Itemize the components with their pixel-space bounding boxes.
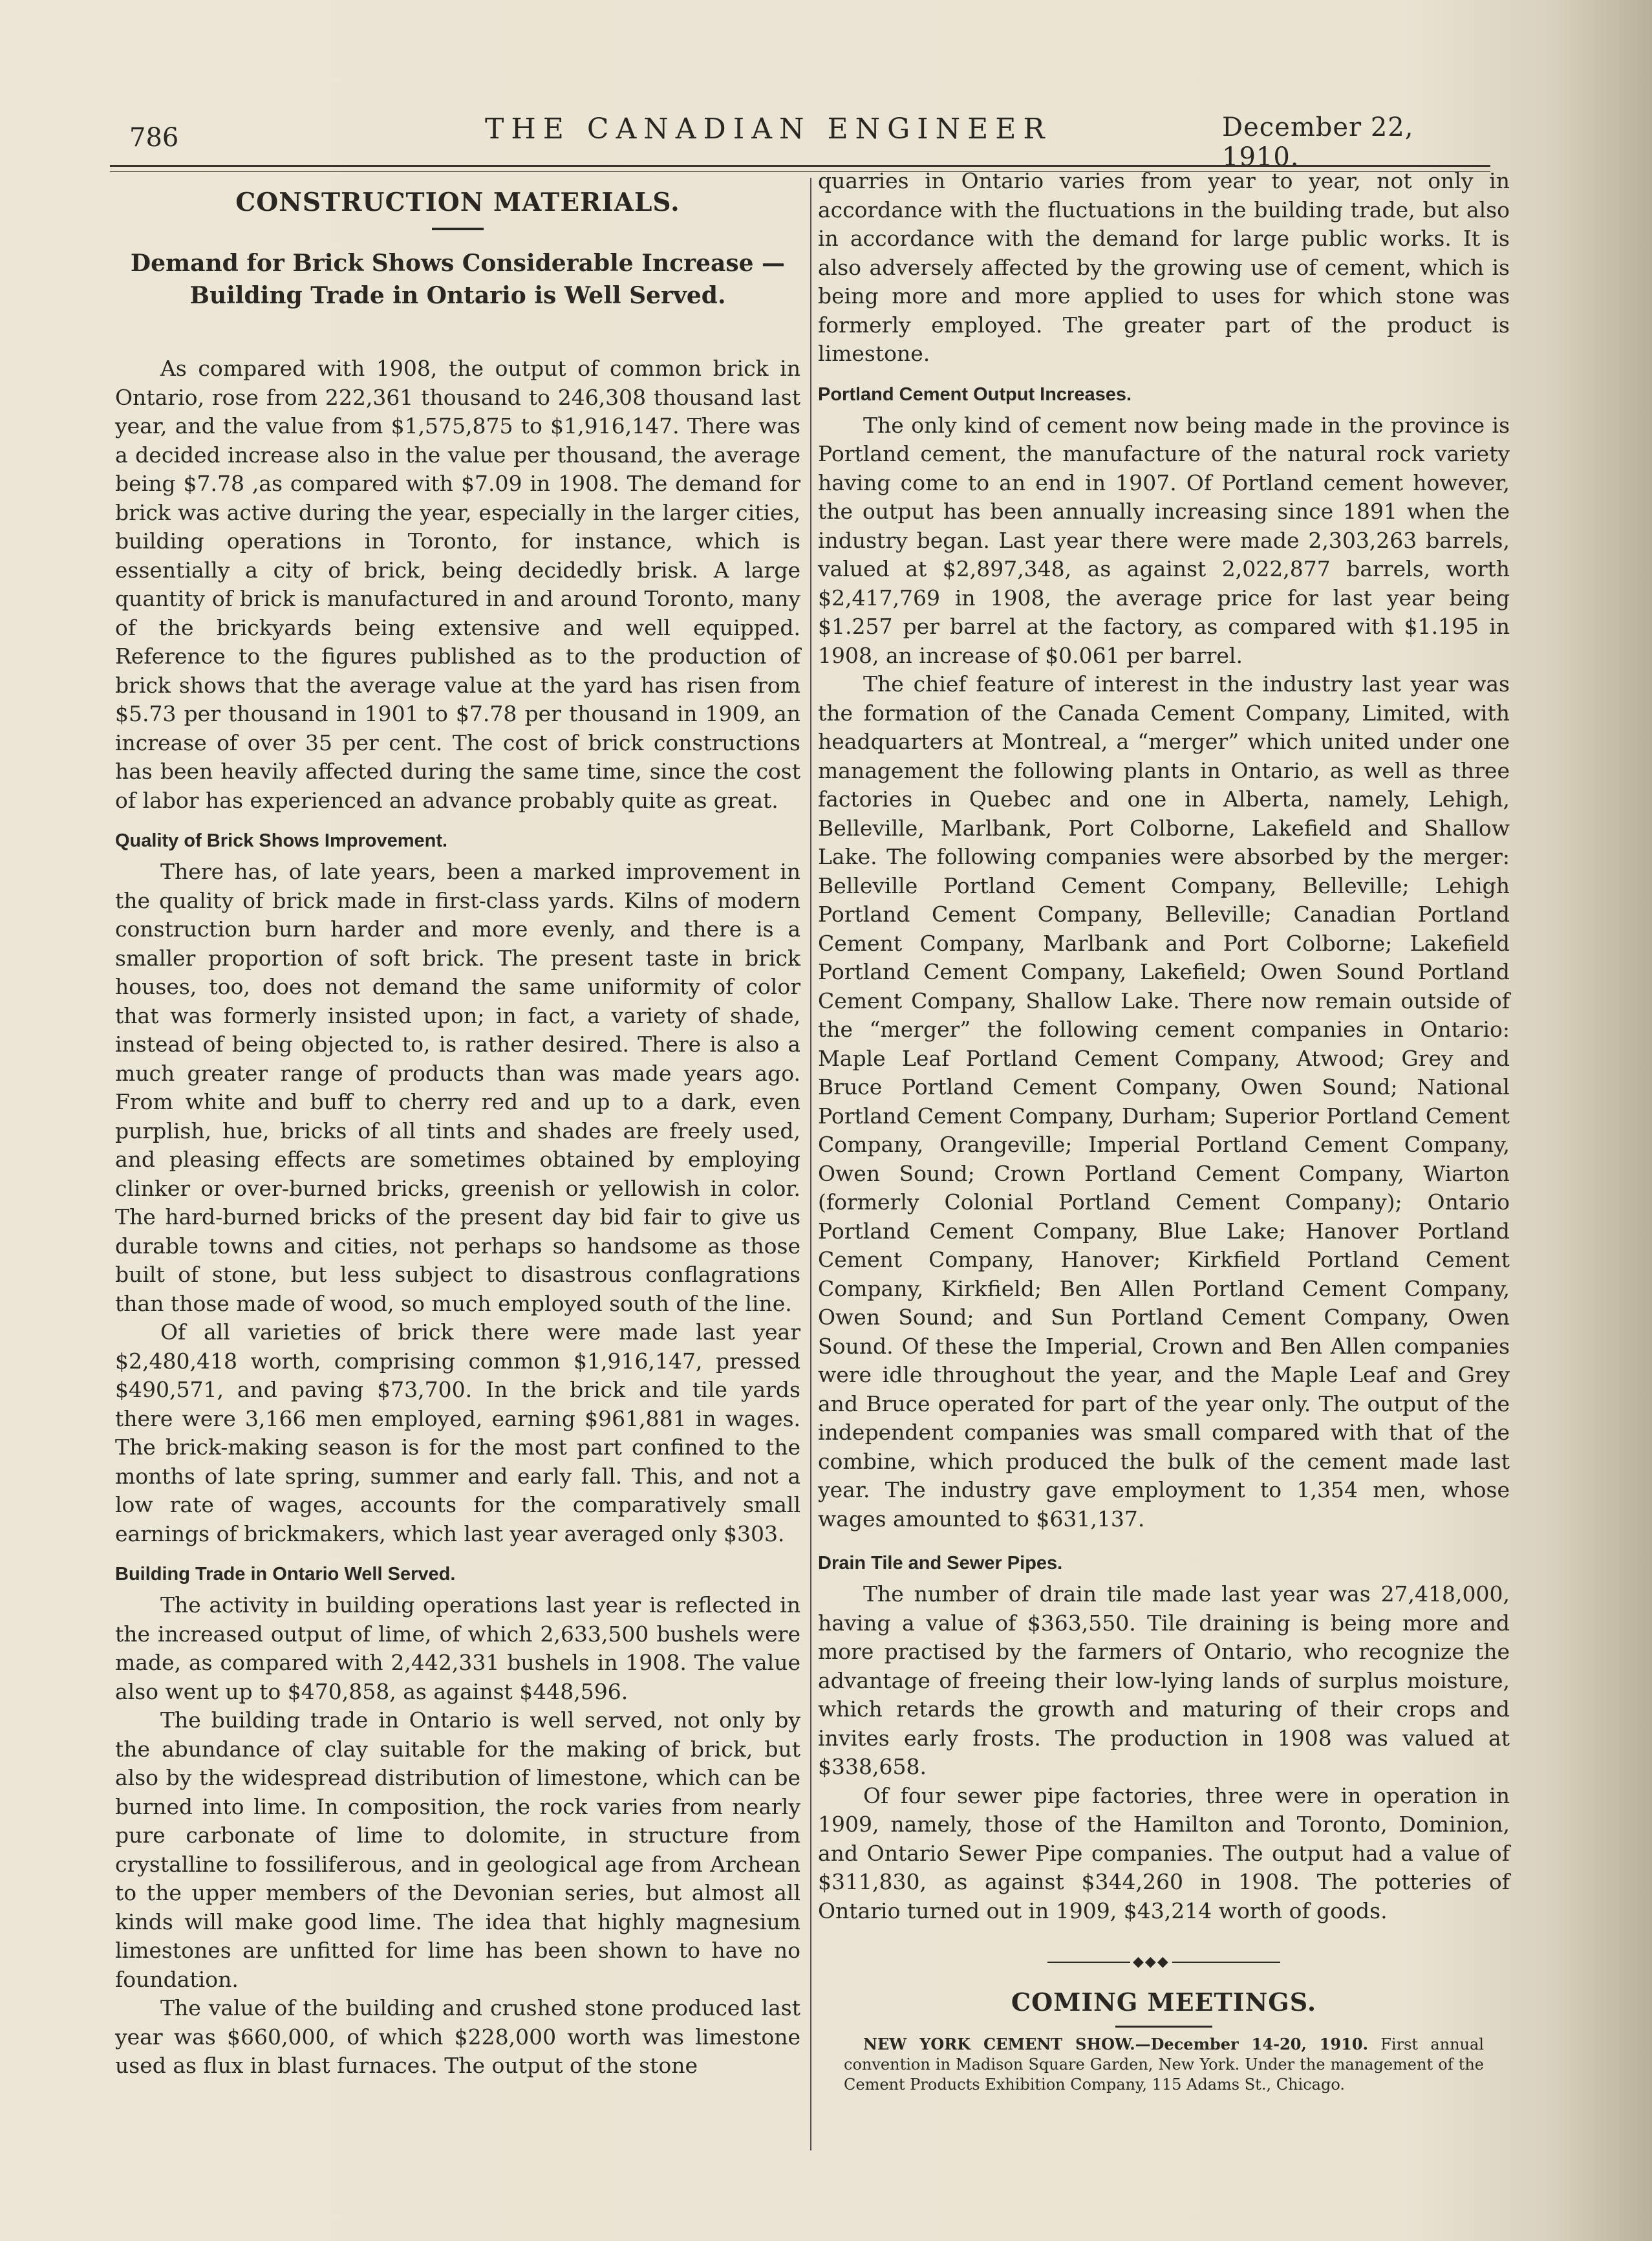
building-heading: Building Trade in Ontario Well Served.	[115, 1564, 456, 1585]
coming-meetings	[818, 1953, 1510, 2095]
meeting-text: First annual convention in Madison Square Garden, New York. Under the management of the Cement Products Exhibition Company, 115 Adams St., Chicago.	[844, 2035, 1484, 2094]
ornament-divider	[1047, 1953, 1280, 1972]
quality-paragraph-2: Of all varieties of brick there were made last year $2,480,418 worth, comprising common $1,916,147, pressed $490,571, and paving $73,700. In the brick and tile yards there were 3,166 men employed, earning $961,881 in wages. The brick-making season is for the most part confined to the months of late spring, summer and early fall. This, and not a low rate of wages, accounts for the comparatively small earnings of brickmakers, which last year averaged only $303.	[115, 1319, 800, 1546]
continued-paragraph: quarries in Ontario varies from year to year, not only in accordance with the fluctuations in the building trade, but also in accordance with the demand for large public works. It is also adversely affected by the growing use of cement, which is being more and more applied to uses for which stone was formerly employed. The greater part of the product is limestone.	[818, 168, 1510, 366]
cement-paragraph-2: The chief feature of interest in the industry last year was the formation of the Canada Cement Company, Limited, with headquarters at Montreal, a “merger” which united under one management the following plants in Ontario, as well as three factories in Quebec and one in Alberta, namely, Lehigh, Belleville, Marlbank, Port Colborne, Lakefield and Shallow Lake. The following companies were absorbed by the merger: Belleville Portland Cement Company, Belleville; Lehigh Portland Cement Company, Belleville; Canadian Portland Cement Company, Marlbank and Port Colborne; Lakefield Portland Cement Company, Lakefield; Owen Sound Portland Cement Company, Shallow Lake. There now remain outside of the “merger” the following cement companies in Ontario: Maple Leaf Portland Cement Company, Atwood; Grey and Bruce Portland Cement Company, Owen Sound; National Portland Cement Company, Durham; Superior Portland Cement Company, Orangeville; Imperial Portland Cement Company, Owen Sound; Crown Portland Cement Company, Wiarton (formerly Colonial Portland Cement Company); Ontario Portland Cement Company, Blue Lake; Hanover Portland Cement Company, Hanover; Kirkfield Portland Cement Company, Kirkfield; Ben Allen Portland Cement Company, Owen Sound; and Sun Portland Cement Company, Owen Sound. Of these the Imperial, Crown and Ben Allen companies were idle throughout the year, and the Maple Leaf and Grey and Bruce operated for part of the year only. The output of the independent companies was small compared with that of the combine, which produced the bulk of the cement made last year. The industry gave employment to 1,354 men, whose wages amounted to $631,137.	[818, 671, 1510, 1532]
drain-heading: Drain Tile and Sewer Pipes.	[818, 1553, 1063, 1574]
left-column	[115, 175, 800, 2081]
deck-line-2: Building Trade in Ontario is Well Served.	[189, 282, 726, 309]
article-deck	[115, 247, 800, 312]
cement-paragraph-1: The only kind of cement now being made in the province is Portland cement, the manufacture of the natural rock variety having come to an end in 1907. Of Portland cement however, the output has been annually increasing since 1891 when the industry began. Last year there were made 2,303,263 barrels, valued at $2,897,348, as against 2,022,877 barrels, worth $2,417,769 in 1908, the average price for last year being $1.257 per barrel at the factory, as compared with $1.195 in 1908, an increase of $0.061 per barrel.	[818, 412, 1510, 668]
quality-heading: Quality of Brick Shows Improvement.	[115, 830, 448, 851]
building-paragraph-1: The activity in building operations last year is reflected in the increased output of lime, of which 2,633,500 bushels were made, as compared with 2,442,331 bushels in 1908. The value also went up to $470,858, as against $448,596.	[115, 1592, 800, 1704]
meeting-lead: NEW YORK CEMENT SHOW.—December 14-20, 1910.	[863, 2035, 1368, 2053]
building-paragraph-3: The value of the building and crushed stone produced last year was $660,000, of which $228,000 worth was limestone used as flux in blast furnaces. The output of the stone	[115, 1995, 800, 2078]
coming-meetings-dash	[1115, 2026, 1212, 2028]
building-paragraph-2: The building trade in Ontario is well served, not only by the abundance of clay suitable for the making of brick, but also by the widespread distribution of limestone, which can be burned into lime. In composition, the rock varies from nearly pure carbonate of lime to dolomite, in structure from crystalline to fossiliferous, and in geological age from Archean to the upper members of the Devonian series, but almost all kinds will make good lime. The idea that highly magnesium limestones are unfitted for lime has been shown to have no foundation.	[115, 1707, 800, 1992]
page-number: 786	[129, 123, 179, 153]
coming-meetings-title: COMING MEETINGS.	[1011, 1987, 1317, 2017]
diamond-ornament-icon: ◆◆◆	[1130, 1956, 1172, 1969]
page-header	[110, 97, 1487, 172]
issue-date: December 22, 1910.	[1222, 113, 1414, 172]
drain-paragraph-1: The number of drain tile made last year was 27,418,000, having a value of $363,550. Tile draining is being more and more practised by the farmers of Ontario, who recognize the advantage of freeing their low-lying lands of surplus moisture, which retards the growth and maturing of their crops and invites early frosts. The production in 1908 was valued at $338,658.	[818, 1581, 1510, 1779]
drain-paragraph-2: Of four sewer pipe factories, three were in operation in 1909, namely, those of the Hamilton and Toronto, Dominion, and Ontario Sewer Pipe companies. The output had a value of $311,830, as against $344,260 in 1908. The potteries of Ontario turned out in 1909, $43,214 worth of goods.	[818, 1782, 1510, 1923]
column-divider	[810, 178, 811, 2150]
deck-line-1: Demand for Brick Shows Considerable Increase —	[130, 250, 786, 277]
quality-paragraph-1: There has, of late years, been a marked improvement in the quality of brick made in first-class yards. Kilns of modern construction burn harder and more evenly, and there is a smaller proportion of soft brick. The present taste in brick houses, too, does not demand the same uniformity of color that was formerly insisted upon; in fact, a variety of shade, instead of being objected to, is rather desired. There is also a much greater range of products than was made years ago. From white and buff to cherry red and up to a dark, even purplish, hue, bricks of all tints and shades are freely used, and pleasing effects are sometimes obtained by employing clinker or over-burned bricks, greenish or yellowish in color. The hard-burned bricks of the present day bid fair to give us durable towns and cities, not perhaps so handsome as those built of stone, but less subject to disastrous conflagrations than those made of wood, so much employed south of the line.	[115, 859, 800, 1316]
article-title: CONSTRUCTION MATERIALS.	[235, 188, 680, 217]
right-column	[818, 167, 1510, 2095]
intro-paragraph: As compared with 1908, the output of common brick in Ontario, rose from 222,361 thousand to 246,308 thousand last year, and the value from $1,575,875 to $1,916,147. There was a decided increase also in the value per thousand, the average being $7.78 ,as compared with $7.09 in 1908. The demand for brick was active during the year, especially in the larger cities, building operations in Toronto, for instance, which is essentially a city of brick, being decidedly brisk. A large quantity of brick is manufactured in and around Toronto, many of the brickyards being extensive and well equipped. Reference to the figures published as to the production of brick shows that the average value at the yard has risen from $5.73 per thousand in 1901 to $7.78 per thousand in 1909, an increase of over 35 per cent. The cost of brick constructions has been heavily affected during the same time, since the cost of labor has experienced an advance probably quite as great.	[115, 356, 800, 813]
title-dash	[432, 228, 484, 230]
journal-title: THE CANADIAN ENGINEER	[485, 113, 1052, 146]
meeting-entry	[844, 2034, 1484, 2095]
cement-heading: Portland Cement Output Increases.	[818, 384, 1132, 405]
